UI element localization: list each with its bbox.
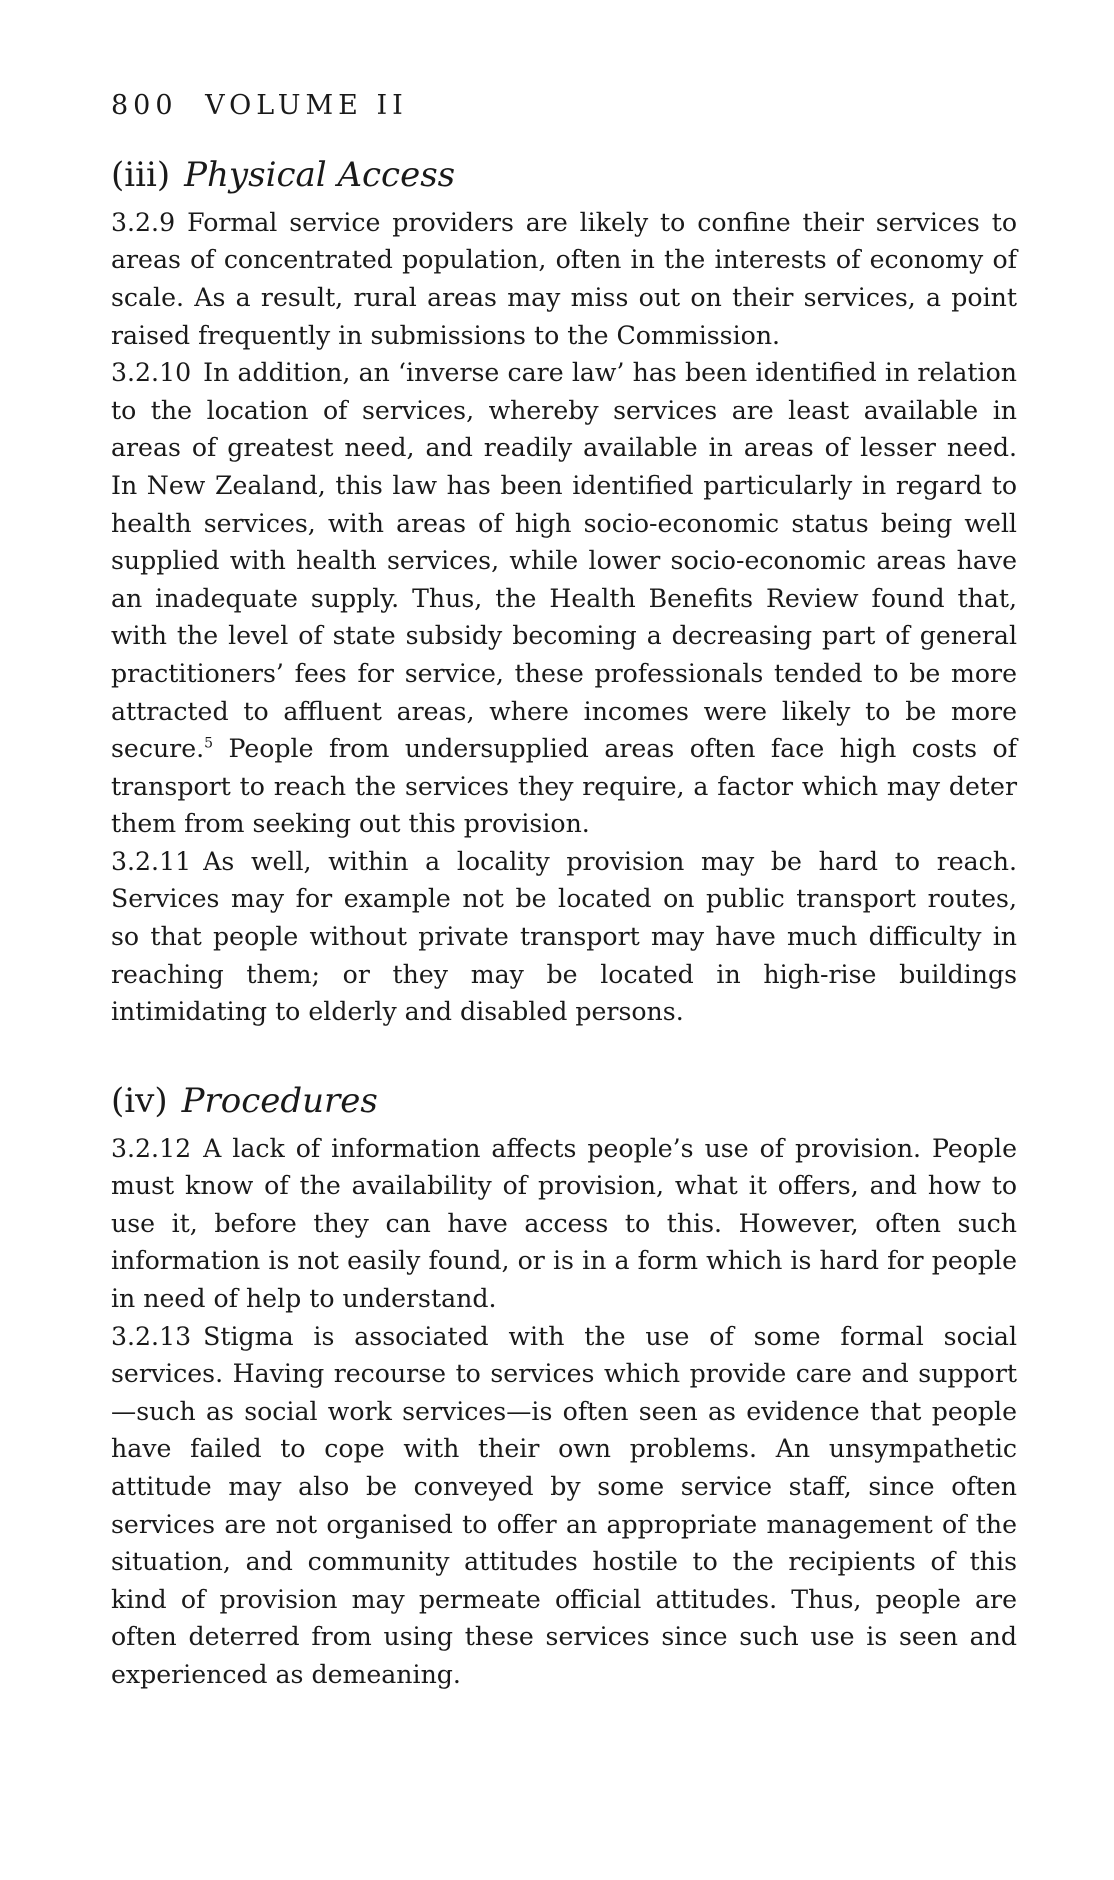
page-number: 800 — [111, 90, 178, 121]
paragraph-3-2-12 — [111, 1130, 1017, 1318]
paragraph-text: Formal service providers are likely to confine their services to areas of concentrated population, often in the interests of economy of scale. As a result, rural areas may miss out on their services, a point raised frequently in submissions to the Commission. — [111, 207, 1017, 350]
section-heading-physical-access — [111, 155, 1017, 196]
paragraph-3-2-10 — [111, 354, 1017, 843]
paragraph-number: 3.2.11 — [111, 846, 192, 876]
section-number: (iii) — [111, 155, 171, 195]
document-page — [111, 92, 1017, 1694]
paragraph-number: 3.2.13 — [111, 1321, 192, 1351]
running-head — [111, 92, 1017, 119]
paragraph-number: 3.2.12 — [111, 1133, 192, 1163]
paragraph-number: 3.2.10 — [111, 358, 192, 388]
section-title: Physical Access — [184, 155, 456, 195]
paragraph-text: In addition, an ‘inverse care law’ has been identified in relation to the location of services, whereby services are least available in areas of greatest need, and readily available in areas of lesser need. In New Zealand, this law has been identified particularly in regard to health services, with areas of high socio-economic status being well supplied with health services, while lower socio-economic areas have an inadequate supply. Thus, the Health Benefits Review found that, with the level of state subsidy becoming a decreasing part of general practitioners’ fees for service, these professionals tended to be more attracted to affluent areas, where incomes were likely to be more secure. — [111, 358, 1017, 764]
paragraph-text-continued: People from undersupplied areas often face high costs of transport to reach the services they require, a factor which may deter them from seeking out this provision. — [111, 734, 1017, 839]
section-heading-procedures — [111, 1081, 1017, 1122]
section-number: (iv) — [111, 1080, 168, 1121]
paragraph-text: A lack of information affects people’s use of provision. People must know of the availability of provision, what it offers, and how to use it, before they can have access to this. However, often such information is not easily found, or is in a form which is hard for people in need of help to understand. — [111, 1133, 1017, 1314]
section-spacer — [111, 1031, 1017, 1081]
volume-label: VOLUME II — [205, 90, 408, 121]
paragraph-3-2-13 — [111, 1318, 1017, 1694]
paragraph-number: 3.2.9 — [111, 207, 176, 237]
paragraph-3-2-9 — [111, 204, 1017, 354]
footnote-marker[interactable]: 5 — [204, 735, 214, 752]
section-title: Procedures — [181, 1080, 378, 1121]
paragraph-text: Stigma is associated with the use of some formal social services. Having recourse to services which provide care and support—such as social work services—is often seen as evidence that people have failed to cope with their own problems. An unsympathetic attitude may also be conveyed by some service staff, since often services are not organised to offer an appropriate management of the situation, and community attitudes hostile to the recipients of this kind of provision may permeate official attitudes. Thus, people are often deterred from using these services since such use is seen and experienced as demeaning. — [111, 1321, 1017, 1689]
paragraph-3-2-11 — [111, 843, 1017, 1031]
paragraph-text: As well, within a locality provision may be hard to reach. Services may for example not be located on public transport routes, so that people without private transport may have much difficulty in reaching them; or they may be located in high-rise buildings intimidating to elderly and disabled persons. — [111, 846, 1017, 1027]
